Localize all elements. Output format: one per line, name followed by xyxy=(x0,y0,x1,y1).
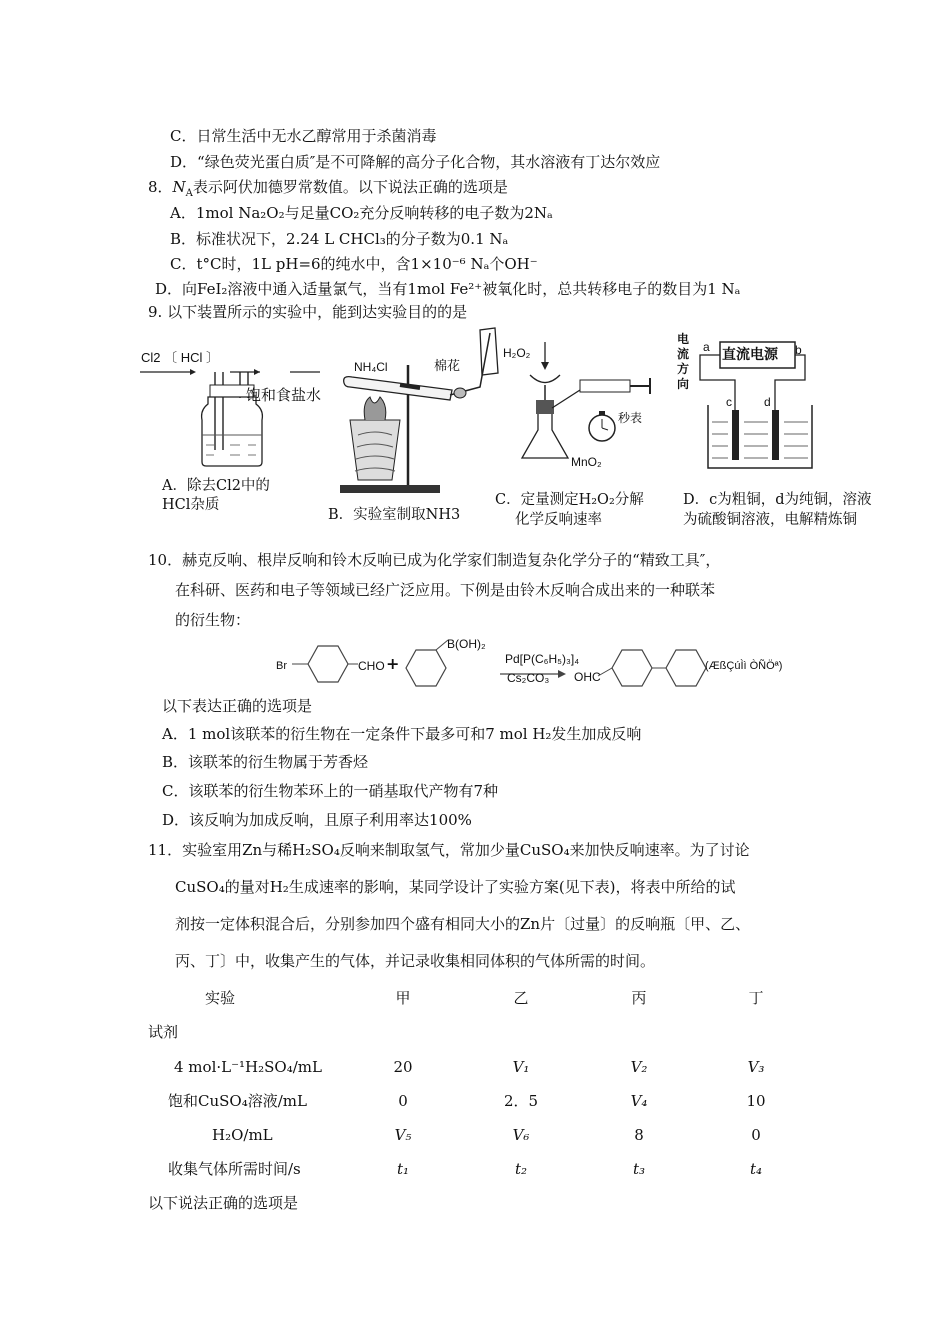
scheme-plus-sign: + xyxy=(386,654,400,673)
scheme-boronic-acid-label: B(OH)₂ xyxy=(447,637,486,651)
apparatus-c-caption-2: 化学反响速率 xyxy=(515,512,602,528)
apparatus-b-cotton-label: 棉花 xyxy=(434,359,461,374)
scheme-br-label: Br xyxy=(276,660,287,672)
table-row-label: 4 mol·L⁻¹H₂SO₄/mL xyxy=(174,1058,322,1076)
table-row-label: 饱和CuSO₄溶液/mL xyxy=(168,1092,307,1110)
table-cell: t₂ xyxy=(514,1160,528,1178)
table-cell: t₁ xyxy=(396,1160,410,1178)
q8-stem: 8．$N_A$表示阿伏加德罗常数值。以下说法正确的选项是 xyxy=(148,178,508,199)
table-cell: 8 xyxy=(634,1126,644,1144)
q11-stem-line2: CuSO₄的量对H₂生成速率的影响，某同学设计了实验方案(见下表)，将表中所给的试 xyxy=(175,878,736,896)
apparatus-c-caption-1: C．定量测定H₂O₂分解 xyxy=(495,492,644,508)
apparatus-d-caption-2: 为硫酸铜溶液，电解精炼铜 xyxy=(683,512,857,528)
table-cell: V₃ xyxy=(747,1058,765,1076)
apparatus-d-electrode-d: d xyxy=(764,395,771,409)
apparatus-d-electrode-c: c xyxy=(726,395,732,409)
q10-stem-line2: 在科研、医药和电子等领域已经广泛应用。下例是由铃木反响合成出来的一种联苯 xyxy=(175,581,716,599)
q8-option-c: C．t°C时，1L pH=6的纯水中，含1×10⁻⁶ Nₐ个OH⁻ xyxy=(170,255,538,273)
table-cell: V₆ xyxy=(512,1126,530,1144)
scheme-cho-label: CHO xyxy=(358,659,385,673)
table-col-header: 甲 xyxy=(395,989,411,1007)
apparatus-c-h2o2-label: H₂O₂ xyxy=(503,346,531,360)
table-cell: t₄ xyxy=(749,1160,763,1178)
q7-option-c: C．日常生活中无水乙醇常用于杀菌消毒 xyxy=(170,127,437,145)
table-corner-top: 实验 xyxy=(205,989,236,1007)
table-cell: V₂ xyxy=(630,1058,648,1076)
table-row-label: 收集气体所需时间/s xyxy=(168,1160,301,1178)
q10-ask: 以下表达正确的选项是 xyxy=(162,697,313,715)
apparatus-b-caption: B．实验室制取NH3 xyxy=(328,507,461,523)
apparatus-a-liquid-label: 饱和食盐水 xyxy=(246,386,322,404)
apparatus-d-caption-1: D．c为粗铜，d为纯铜，溶液 xyxy=(683,492,872,508)
apparatus-d-terminal-b: b xyxy=(795,343,802,357)
table-col-header: 乙 xyxy=(513,989,529,1007)
q10-stem-line1: 10．赫克反响、根岸反响和铃木反响已成为化学家们制造复杂化学分子的“精致工具″， xyxy=(148,551,721,569)
apparatus-a-caption-1: A．除去Cl2中的 xyxy=(162,478,270,494)
q8-option-d: D．向FeI₂溶液中通入适量氯气，当有1mol Fe²⁺被氧化时，总共转移电子的数目为1 Nₐ xyxy=(155,280,741,298)
apparatus-a-gas-label: Cl2 〔 HCl 〕 xyxy=(141,350,220,365)
table-cell: V₄ xyxy=(630,1092,648,1110)
q11-stem-line4: 丙、丁〕中，收集产生的气体，并记录收集相同体积的气体所需的时间。 xyxy=(175,952,656,970)
q7-option-d: D．“绿色荧光蛋白质″是不可降解的高分子化合物，其水溶液有丁达尔效应 xyxy=(170,153,661,171)
table-cell: V₁ xyxy=(512,1058,530,1076)
apparatus-d-terminal-a: a xyxy=(703,340,710,354)
scheme-ohc-label: OHC xyxy=(574,670,601,684)
table-cell: 2．5 xyxy=(503,1092,539,1110)
table-cell: V₅ xyxy=(394,1126,412,1144)
table-cell: 0 xyxy=(398,1092,408,1110)
table-cell: 0 xyxy=(751,1126,761,1144)
table-cell: 10 xyxy=(746,1092,766,1110)
q11-stem-line1: 11．实验室用Zn与稀H₂SO₄反响来制取氢气，常加少量CuSO₄来加快反响速率。为了讨论 xyxy=(148,841,750,859)
apparatus-c-mno2-label: MnO₂ xyxy=(571,455,602,469)
apparatus-c-timer-label: 秒表 xyxy=(618,411,643,425)
table-row-label: H₂O/mL xyxy=(212,1126,273,1144)
q11-stem-line3: 剂按一定体积混合后，分别参加四个盛有相同大小的Zn片〔过量〕的反响瓶〔甲、乙、 xyxy=(175,915,751,933)
table-col-header: 丙 xyxy=(631,989,647,1007)
q10-stem-line3: 的衍生物： xyxy=(175,611,251,629)
apparatus-a-caption-2: HCl杂质 xyxy=(162,497,220,513)
q10-option-c: C．该联苯的衍生物苯环上的一硝基取代产物有7种 xyxy=(162,782,499,800)
q8-option-a: A．1mol Na₂O₂与足量CO₂充分反响转移的电子数为2Nₐ xyxy=(170,204,553,222)
q8-option-b: B．标准状况下，2.24 L CHCl₃的分子数为0.1 Nₐ xyxy=(170,230,509,248)
q9-stem: 9. 以下装置所示的实验中，能到达实验目的的是 xyxy=(148,303,468,321)
apparatus-b-nh3-setup xyxy=(330,325,500,500)
q10-option-d: D．该反响为加成反响，且原子利用率达100% xyxy=(162,811,472,829)
q11-ask: 以下说法正确的选项是 xyxy=(148,1194,299,1212)
table-cell: 20 xyxy=(393,1058,413,1076)
q10-option-b: B．该联苯的衍生物属于芳香烃 xyxy=(162,753,369,771)
scheme-catalyst-label: Pd[P(C₆H₅)₃]₄ xyxy=(505,652,580,666)
apparatus-b-reagent-label: NH₄Cl xyxy=(354,360,388,374)
scheme-garbled-tail: (ÆßÇúÌì ÒÑÖª) xyxy=(705,660,783,672)
q10-option-a: A．1 mol该联苯的衍生物在一定条件下最多可和7 mol H₂发生加成反响 xyxy=(162,725,642,743)
apparatus-d-power-label: 直流电源 xyxy=(722,347,778,363)
scheme-base-label: Cs₂CO₃ xyxy=(507,671,550,685)
table-corner-bottom: 试剂 xyxy=(148,1023,179,1041)
table-cell: t₃ xyxy=(632,1160,646,1178)
apparatus-d-current-label: 电流方向 xyxy=(677,332,690,391)
table-col-header: 丁 xyxy=(748,989,764,1007)
